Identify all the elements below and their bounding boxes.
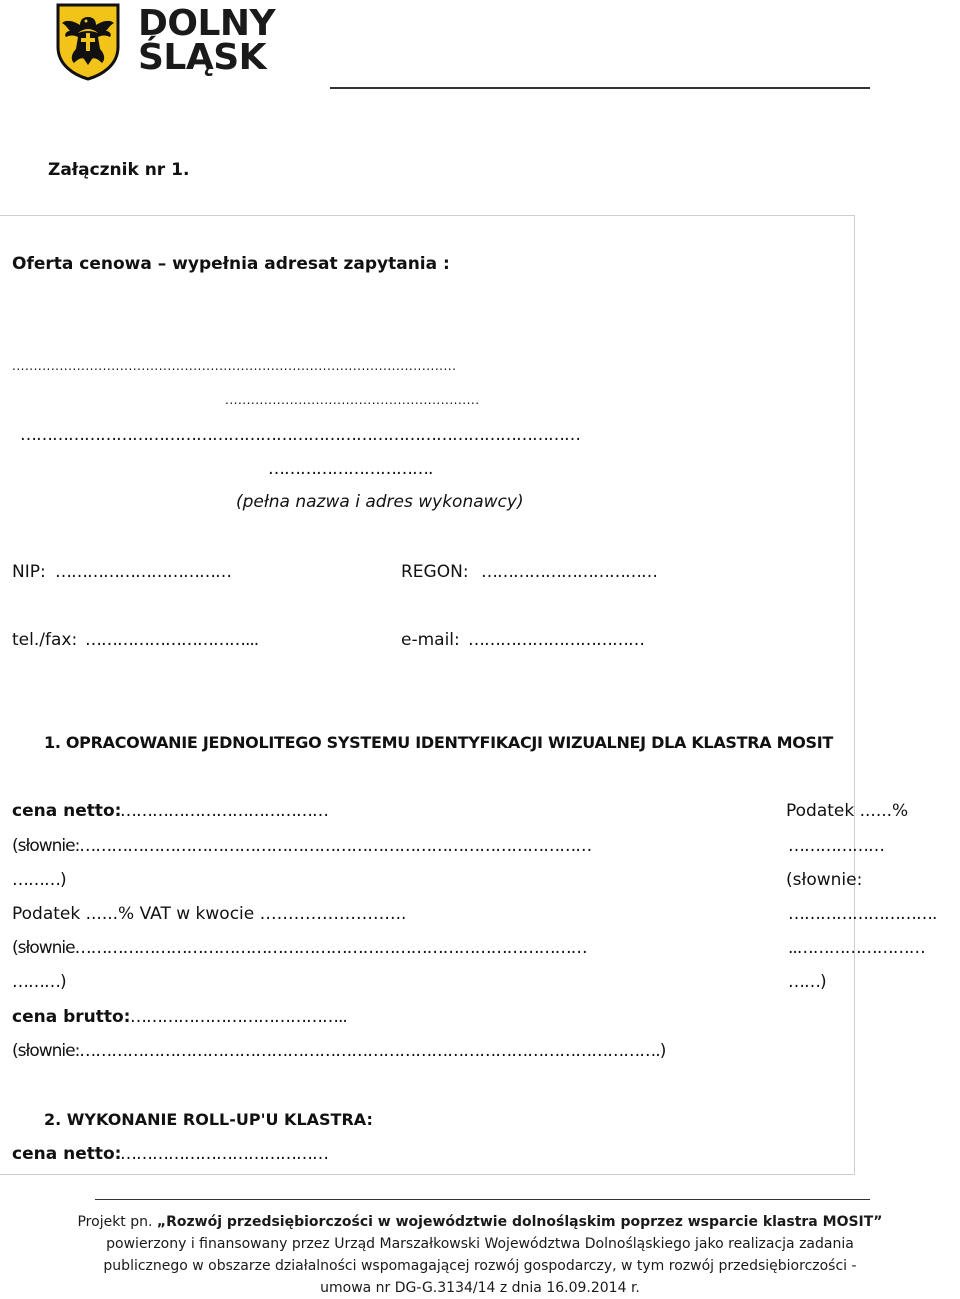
right-podatek: Podatek ......% (786, 801, 909, 821)
right-dots-3[interactable]: ..…………………… (788, 938, 925, 958)
footer-project-prefix: Projekt pn. (77, 1214, 157, 1230)
footer-line-4: umowa nr DG-G.3134/14 z dnia 16.09.2014 r. (320, 1280, 640, 1296)
nip-label: NIP: (12, 562, 46, 582)
tel-field[interactable]: …………………………... (85, 630, 259, 650)
header-divider (330, 87, 870, 89)
right-dots-2[interactable]: ………………………. (788, 904, 937, 924)
name-caption: (pełna nazwa i adres wykonawcy) (236, 492, 524, 512)
netto-field-2[interactable]: ………………………………… (120, 1144, 328, 1164)
regon-label: REGON: (401, 562, 469, 582)
footer-line-2: powierzony i finansowany przez Urząd Marszałkowski Województwa Dolnośląskiego jako realizacja zadania (106, 1236, 854, 1252)
right-slownie: (słownie: (786, 870, 863, 890)
footer-project-name: „Rozwój przedsiębiorczości w województwie dolnośląskim poprzez wsparcie klastra MOSIT” (156, 1214, 883, 1230)
netto-label-2: cena netto: (12, 1144, 122, 1164)
slownie-field-2-end: ………) (12, 972, 66, 992)
footer-line-1 (0, 1214, 960, 1230)
name-line-3[interactable]: …………………………………………………………………………………………… (20, 425, 580, 445)
netto-label-1: cena netto: (12, 801, 122, 821)
regon-field[interactable]: …………………………… (481, 562, 657, 582)
footer-divider (95, 1199, 870, 1200)
netto-field-1[interactable]: ………………………………… (120, 801, 328, 821)
form-heading: Oferta cenowa – wypełnia adresat zapytania : (12, 254, 450, 274)
name-line-2[interactable]: ........................................................... (225, 393, 480, 407)
slownie-field-3[interactable]: (słownie:……………………………………………………………………………………………….) (12, 1041, 666, 1061)
slownie-field-1-end: ………) (12, 870, 66, 890)
nip-field[interactable]: …………………………… (55, 562, 231, 582)
email-label: e-mail: (401, 630, 460, 650)
vat-line[interactable]: Podatek ......% VAT w kwocie …………………….. (12, 904, 407, 924)
brand-line-2: ŚLĄSK (138, 37, 267, 78)
right-dots-1[interactable]: ……………… (788, 836, 884, 856)
brutto-field[interactable]: ………………………………….. (130, 1007, 347, 1027)
slownie-field-1[interactable]: (słownie:…………………………………………………………………………………… (12, 836, 592, 856)
slownie-field-2[interactable]: (słownie…………………………………………………………………………………… (12, 938, 587, 958)
footer-line-3: publicznego w obszarze działalności wspomagającej rozwój gospodarczy, w tym rozwój przedsiębiorczości - (103, 1258, 857, 1274)
eagle-shield-icon (56, 3, 120, 81)
section-1-title: 1. OPRACOWANIE JEDNOLITEGO SYSTEMU IDENTYFIKACJI WIZUALNEJ DLA KLASTRA MOSIT (44, 733, 834, 752)
name-line-1[interactable]: ....................................................................................................... (12, 359, 457, 373)
brutto-label: cena brutto: (12, 1007, 131, 1027)
right-end: ……) (788, 972, 826, 992)
annex-title: Załącznik nr 1. (48, 160, 190, 180)
tel-label: tel./fax: (12, 630, 78, 650)
brand-line-1: DOLNY (138, 3, 276, 44)
section-2-title: 2. WYKONANIE ROLL-UP'U KLASTRA: (44, 1110, 373, 1129)
email-field[interactable]: …………………………… (468, 630, 644, 650)
name-line-4[interactable]: …………………………. (268, 459, 433, 479)
